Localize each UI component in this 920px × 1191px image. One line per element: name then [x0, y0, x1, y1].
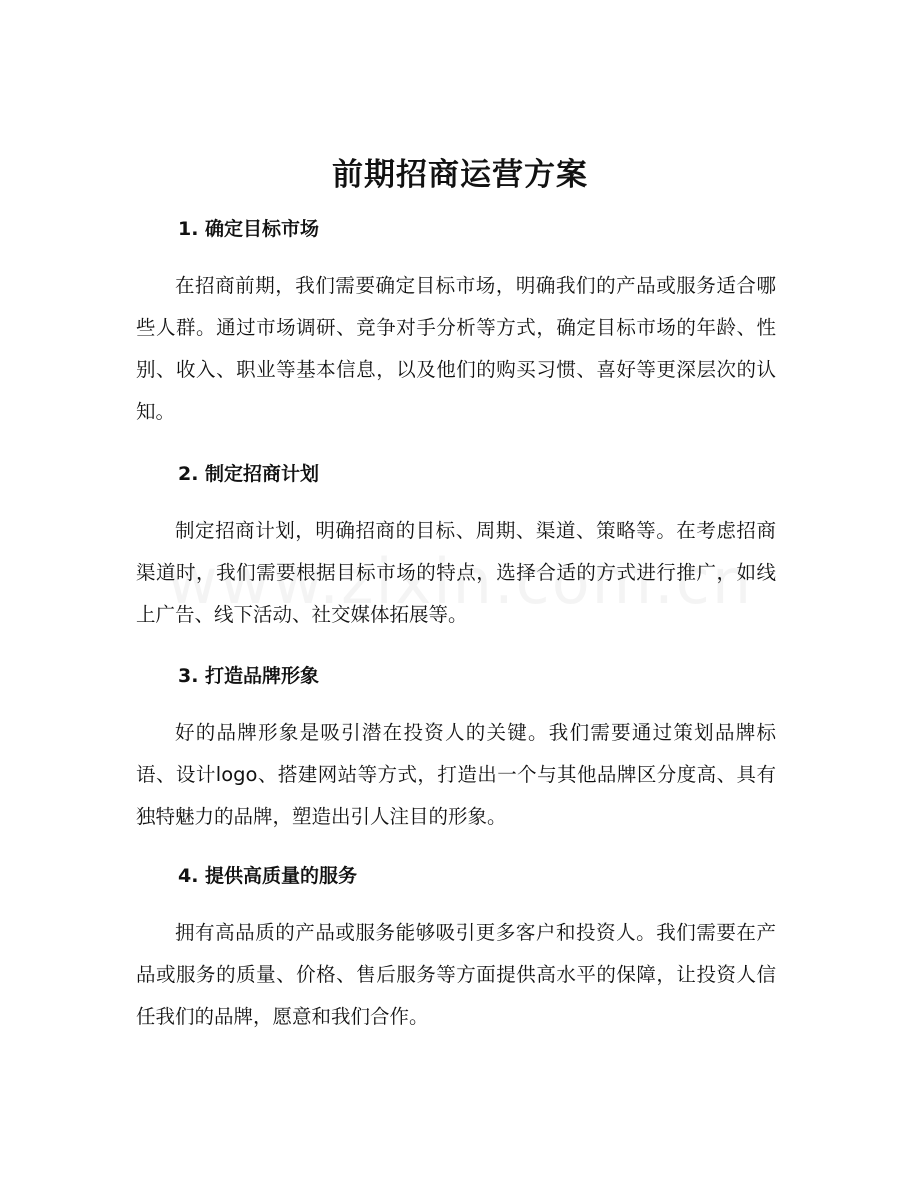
section-3 [136, 662, 776, 838]
section-heading: 4. 提供高质量的服务 [178, 865, 358, 887]
section-body: 拥有高品质的产品或服务能够吸引更多客户和投资人。我们需要在产品或服务的质量、价格、售后服务等方面提供高水平的保障，让投资人信任我们的品牌，愿意和我们合作。 [136, 921, 776, 1028]
section-body: 好的品牌形象是吸引潜在投资人的关键。我们需要通过策划品牌标语、设计logo、搭建网站等方式，打造出一个与其他品牌区分度高、具有独特魅力的品牌，塑造出引人注目的形象。 [136, 721, 776, 828]
section-heading: 3. 打造品牌形象 [178, 665, 320, 687]
section-4 [136, 862, 776, 1038]
section-1 [136, 215, 776, 433]
page-title: 前期招商运营方案 [332, 157, 588, 193]
section-body: 制定招商计划，明确招商的目标、周期、渠道、策略等。在考虑招商渠道时，我们需要根据目标市场的特点，选择合适的方式进行推广，如线上广告、线下活动、社交媒体拓展等。 [136, 519, 776, 626]
section-2 [136, 460, 776, 636]
section-heading: 2. 制定招商计划 [178, 463, 320, 485]
section-body: 在招商前期，我们需要确定目标市场，明确我们的产品或服务适合哪些人群。通过市场调研、竞争对手分析等方式，确定目标市场的年龄、性别、收入、职业等基本信息，以及他们的购买习惯、喜好等更深层次的认知。 [136, 274, 776, 423]
section-heading: 1. 确定目标市场 [178, 218, 320, 240]
